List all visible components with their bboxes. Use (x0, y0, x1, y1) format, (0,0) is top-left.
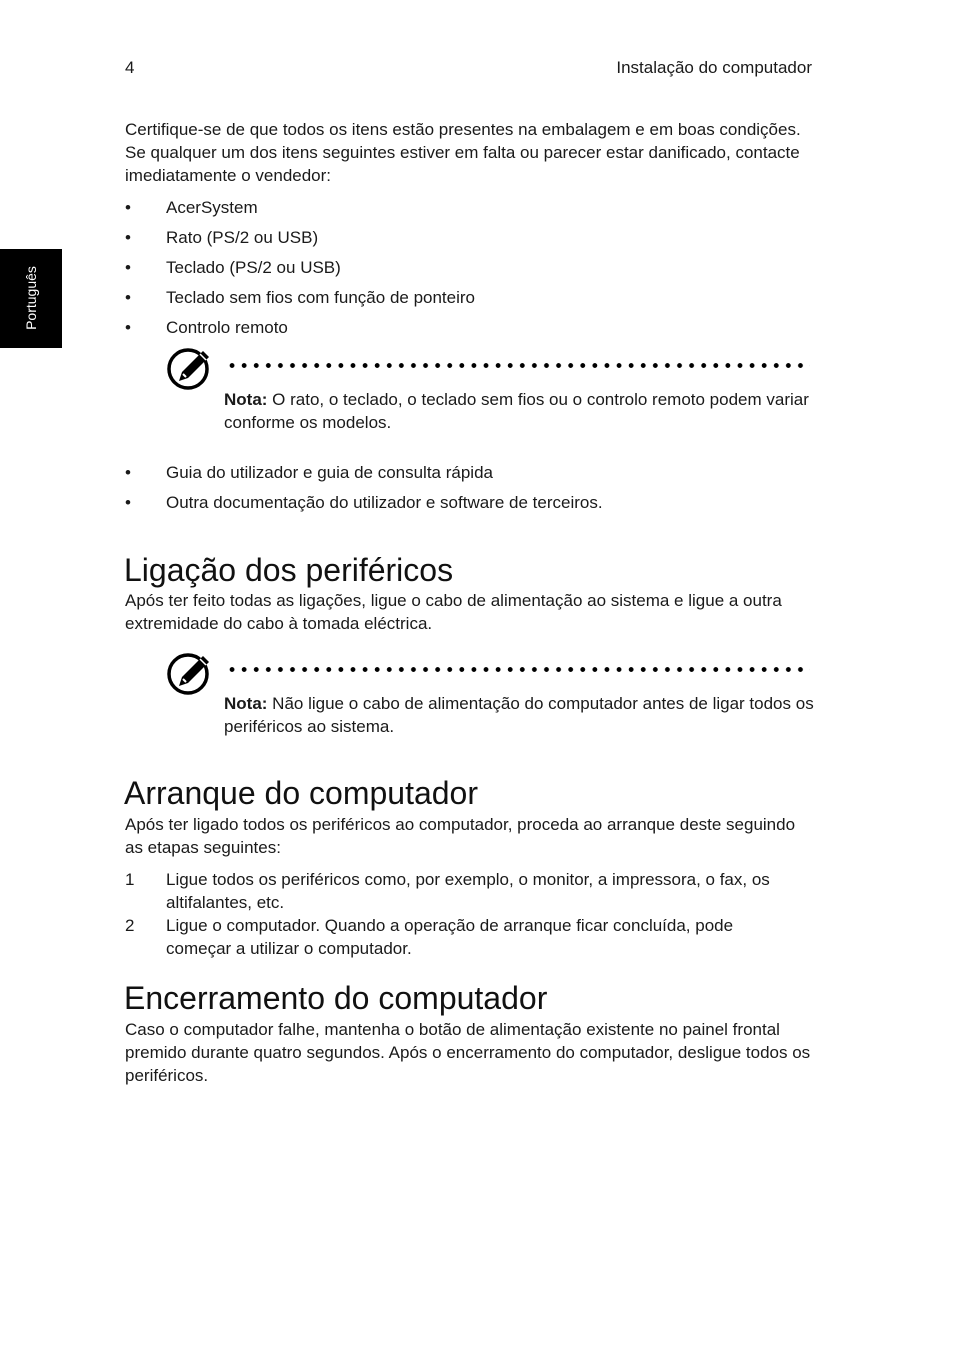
list-item-text: Rato (PS/2 ou USB) (166, 228, 319, 247)
step-text: Ligue todos os periféricos como, por exemplo, o monitor, a impressora, o fax, os altifalantes, etc. (166, 870, 770, 912)
note-pencil-icon (167, 345, 213, 391)
section-heading: Ligação dos periféricos (124, 552, 454, 588)
section-paragraph: Após ter ligado todos os periféricos ao computador, proceda ao arranque deste seguindo as etapas seguintes: (125, 815, 796, 857)
section-heading: Arranque do computador (124, 775, 478, 811)
section-heading: Encerramento do computador (124, 980, 548, 1016)
list-item-text: Teclado (PS/2 ou USB) (166, 258, 341, 277)
bullet-symbol: • (125, 258, 131, 277)
language-side-tab (0, 249, 62, 348)
bullet-symbol: • (125, 288, 131, 307)
note-body: O rato, o teclado, o teclado sem fios ou o controlo remoto podem variar conforme os modelos. (224, 390, 809, 432)
page-number: 4 (125, 58, 135, 77)
intro-paragraph: Certifique-se de que todos os itens estão presentes na embalagem e em boas condições. Se qualquer um dos itens seguintes estiver em falta ou parecer estar danificado, contacte imediatamente o vendedor: (125, 120, 801, 185)
step-number: 2 (125, 916, 135, 935)
bullet-symbol: • (125, 493, 131, 512)
note-label: Nota: (224, 694, 268, 713)
step-text: Ligue o computador. Quando a operação de arranque ficar concluída, pode começar a utilizar o computador. (166, 916, 734, 958)
note-divider (226, 667, 810, 672)
note-text (224, 692, 814, 738)
bullet-symbol: • (125, 318, 131, 337)
list-item-text: Outra documentação do utilizador e software de terceiros. (166, 493, 603, 512)
note-body: Não ligue o cabo de alimentação do computador antes de ligar todos os periféricos ao sistema. (224, 694, 814, 736)
note-text (224, 388, 814, 434)
note-divider (226, 363, 810, 368)
list-item-text: Teclado sem fios com função de ponteiro (166, 288, 476, 307)
note-pencil-icon (167, 650, 213, 696)
bullet-symbol: • (125, 463, 131, 482)
language-label: Português (23, 266, 39, 330)
section-paragraph: Caso o computador falhe, mantenha o botão de alimentação existente no painel frontal premido durante quatro segundos. Após o encerramento do computador, desligue todos os periféricos. (125, 1020, 811, 1085)
section-paragraph: Após ter feito todas as ligações, ligue o cabo de alimentação ao sistema e ligue a outra extremidade do cabo à tomada eléctrica. (125, 591, 782, 633)
step-number: 1 (125, 870, 135, 889)
note-label: Nota: (224, 390, 268, 409)
list-item-text: Controlo remoto (166, 318, 288, 337)
bullet-symbol: • (125, 198, 131, 217)
bullet-symbol: • (125, 228, 131, 247)
running-header-title: Instalação do computador (616, 58, 812, 77)
list-item-text: Guia do utilizador e guia de consulta rápida (166, 463, 493, 482)
list-item-text: AcerSystem (166, 198, 258, 217)
